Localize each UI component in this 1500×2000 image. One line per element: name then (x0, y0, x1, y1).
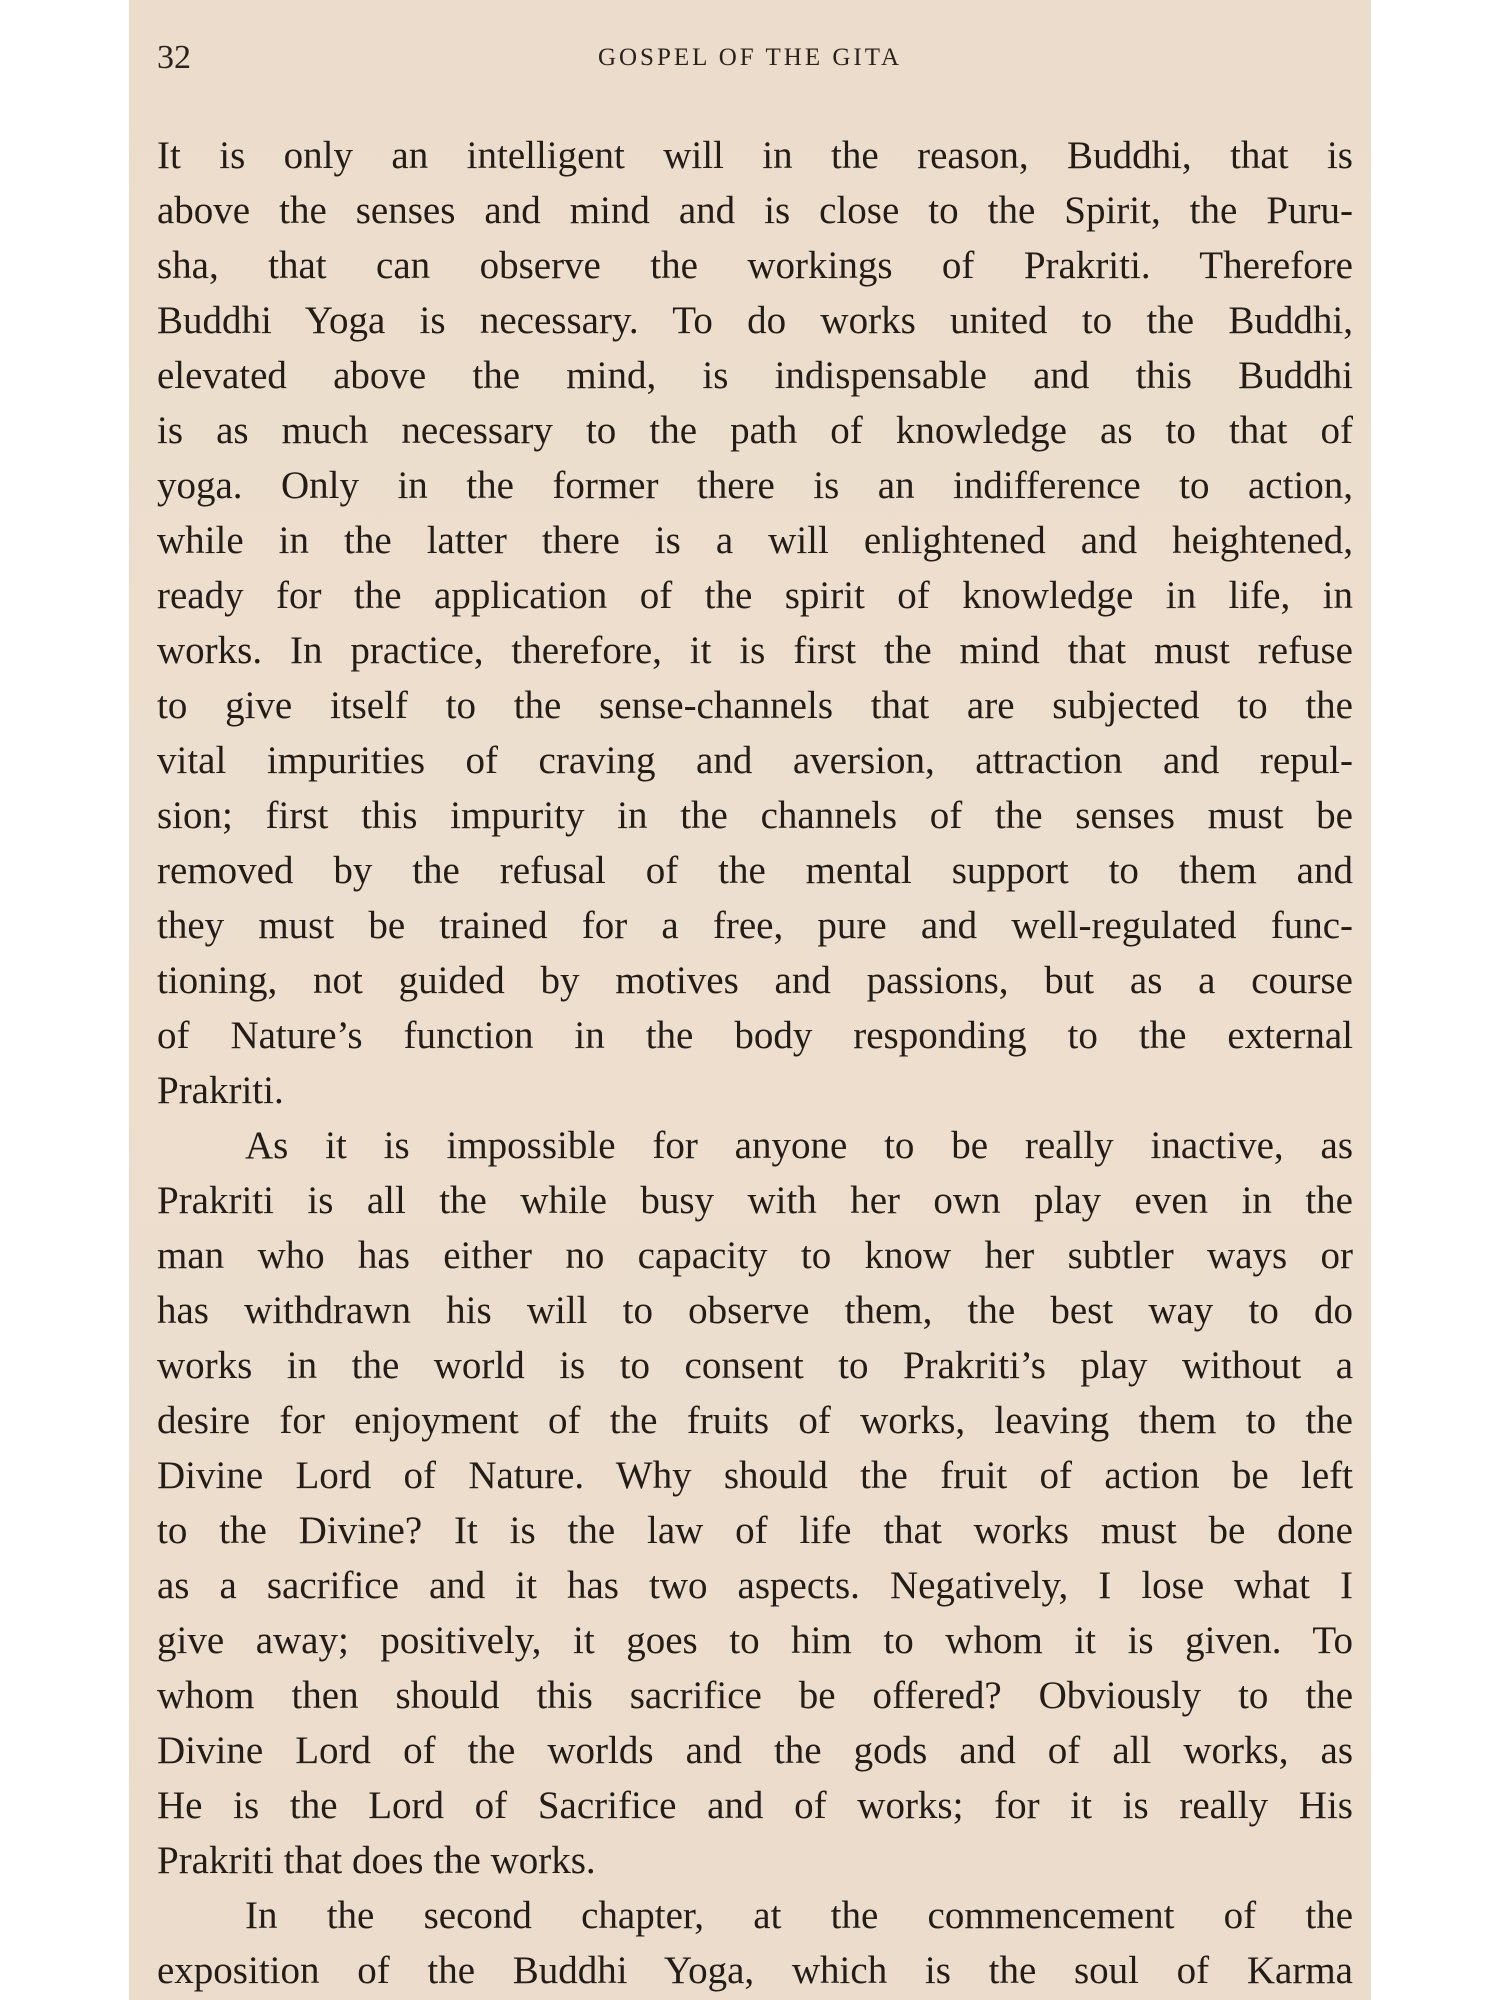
paragraph (157, 1888, 1353, 1998)
text-line: to give itself to the sense-channels that are subjected to the (157, 684, 1353, 727)
text-line: sion; first this impurity in the channels of the senses must be (157, 794, 1353, 837)
book-page (129, 0, 1371, 2000)
text-line: while in the latter there is a will enlightened and heightened, (157, 519, 1353, 562)
text-line: they must be trained for a free, pure and well-regulated func- (157, 904, 1353, 947)
text-line: works. In practice, therefore, it is first the mind that must refuse (157, 629, 1353, 672)
body-text (157, 128, 1353, 1998)
text-line: vital impurities of craving and aversion, attraction and repul- (157, 739, 1353, 782)
text-line: He is the Lord of Sacrifice and of works; for it is really His (157, 1784, 1353, 1827)
text-line: Prakriti that does the works. (157, 1839, 596, 1882)
running-title: GOSPEL OF THE GITA (597, 44, 903, 71)
text-line: Buddhi Yoga is necessary. To do works united to the Buddhi, (157, 299, 1353, 342)
running-head (157, 36, 1343, 80)
text-line: It is only an intelligent will in the reason, Buddhi, that is (157, 134, 1353, 177)
text-line: to the Divine? It is the law of life that works must be done (157, 1509, 1353, 1552)
text-line: ready for the application of the spirit of knowledge in life, in (157, 574, 1353, 617)
paragraph (157, 1118, 1353, 1888)
text-line: whom then should this sacrifice be offered? Obviously to the (157, 1674, 1353, 1717)
text-line: is as much necessary to the path of knowledge as to that of (157, 409, 1353, 452)
page-number: 32 (157, 39, 191, 76)
text-line: man who has either no capacity to know her subtler ways or (157, 1234, 1353, 1277)
text-line: Divine Lord of Nature. Why should the fruit of action be left (157, 1454, 1353, 1497)
text-line: As it is impossible for anyone to be really inactive, as (245, 1124, 1353, 1167)
text-line: above the senses and mind and is close to the Spirit, the Puru- (157, 189, 1353, 232)
text-line: Divine Lord of the worlds and the gods and of all works, as (157, 1729, 1353, 1772)
text-line: Prakriti is all the while busy with her own play even in the (157, 1179, 1353, 1222)
paragraph (157, 128, 1353, 1118)
text-line: desire for enjoyment of the fruits of works, leaving them to the (157, 1399, 1353, 1442)
text-line: In the second chapter, at the commencement of the (245, 1894, 1353, 1937)
text-line: has withdrawn his will to observe them, the best way to do (157, 1289, 1353, 1332)
text-line: tioning, not guided by motives and passions, but as a course (157, 959, 1353, 1002)
text-line: yoga. Only in the former there is an indifference to action, (157, 464, 1353, 507)
text-line: give away; positively, it goes to him to whom it is given. To (157, 1619, 1353, 1662)
text-line: works in the world is to consent to Prakriti’s play without a (157, 1344, 1353, 1387)
text-line: of Nature’s function in the body responding to the external (157, 1014, 1353, 1057)
text-line: removed by the refusal of the mental support to them and (157, 849, 1353, 892)
text-line: as a sacrifice and it has two aspects. Negatively, I lose what I (157, 1564, 1353, 1607)
text-line: elevated above the mind, is indispensable and this Buddhi (157, 354, 1353, 397)
text-line: exposition of the Buddhi Yoga, which is the soul of Karma (157, 1949, 1353, 1992)
text-line: sha, that can observe the workings of Prakriti. Therefore (157, 244, 1353, 287)
text-line: Prakriti. (157, 1069, 284, 1112)
